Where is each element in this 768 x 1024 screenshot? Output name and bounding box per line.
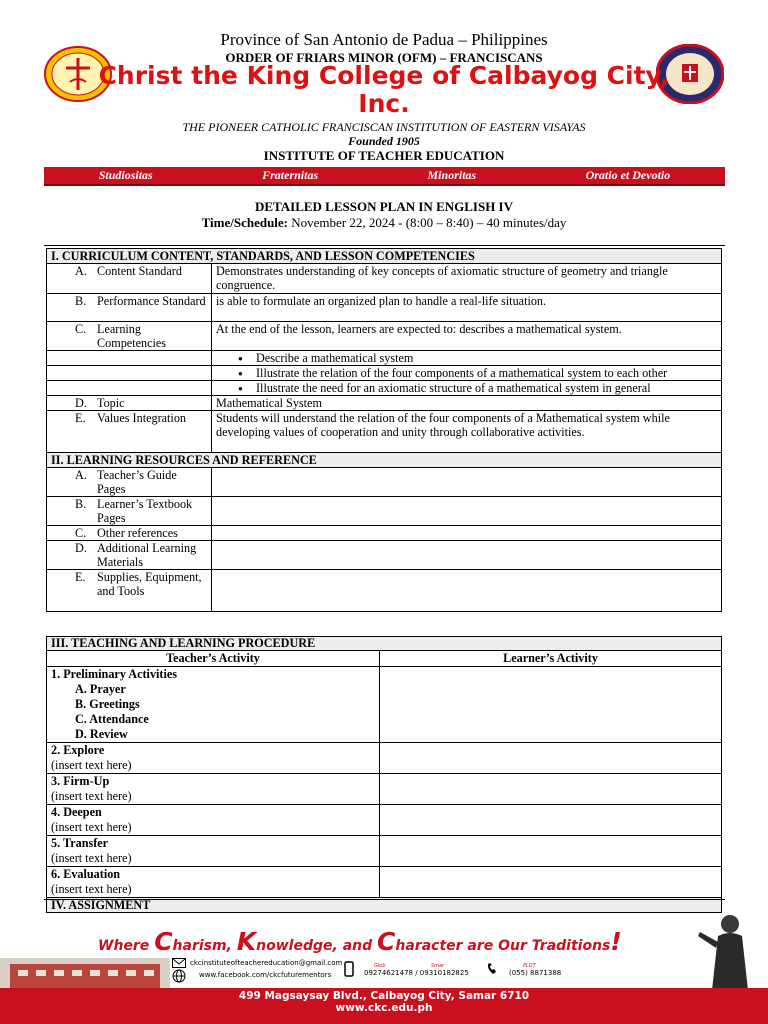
performance-standard-value: is able to formulate an organized plan to handle a real-life situation. [212,294,722,322]
resource-value [212,541,722,570]
smart-label: Smar [431,963,445,969]
college-name-line1: Christ the King College of Calbayog City, [98,61,670,90]
values-integration-value: Students will understand the relation of the four components of a Mathematical system while developing values of cooperation and unity through collaborative activities. [212,411,722,453]
learner-activity-cell [380,774,722,805]
email-text: ckcinstituteofteachereducation@gmail.com [190,959,343,967]
deepen-cell [47,805,380,836]
step-placeholder: (insert text here) [51,758,132,772]
step-title: 6. Evaluation [51,867,121,881]
content-standard-value: Demonstrates understanding of key concepts of axiomatic structure of geometry and triangle congruence. [212,264,722,294]
website-text: www.ckc.edu.ph [335,1002,433,1014]
step-placeholder: (insert text here) [51,851,132,865]
address-text: 499 Magsaysay Blvd., Calbayog City, Samar 6710 [238,990,530,1002]
building-image [0,958,170,990]
resource-value [212,497,722,526]
evaluation-cell [47,867,380,898]
prelim-prayer: A. Prayer [75,682,126,696]
prelim-attendance: C. Attendance [75,712,149,726]
landline-number: (055) 8871388 [509,969,562,977]
teacher-activity-header: Teacher’s Activity [47,651,380,667]
mobile-numbers: 09274621478 / 09310182825 [364,969,469,977]
topic-label: D. Topic [47,396,212,411]
step-placeholder: (insert text here) [51,820,132,834]
procedure-table [46,636,722,913]
resource-label: C. Other references [47,526,212,541]
values-integration-label: E. Values Integration [47,411,212,453]
section-3-title: III. TEACHING AND LEARNING PROCEDURE [47,637,722,651]
motto-bar [44,167,725,186]
content-standard-label: A. Content Standard [47,264,212,294]
institute-name: INSTITUTE OF TEACHER EDUCATION [263,148,505,163]
learner-activity-cell [380,805,722,836]
college-name [0,62,768,118]
resource-label: E. Supplies, Equipment, and Tools [47,570,212,612]
schedule-label: Time/Schedule: [201,215,289,230]
section-4-title: IV. ASSIGNMENT [47,898,722,913]
competency-bullet: ● Illustrate the need for an axiomatic structure of a mathematical system in general [212,381,722,396]
learner-activity-cell [380,667,722,743]
explore-cell [47,743,380,774]
competency-bullet: ● Illustrate the relation of the four components of a mathematical system to each other [212,366,722,381]
founded-year: Founded 1905 [348,134,420,148]
saint-statue-image [692,910,768,990]
resource-value [212,526,722,541]
step-title: 2. Explore [51,743,105,757]
section-1-title: I. CURRICULUM CONTENT, STANDARDS, AND LESSON COMPETENCIES [47,249,722,264]
preliminary-title: 1. Preliminary Activities [51,667,178,681]
resource-label: A. Teacher’s Guide Pages [47,468,212,497]
empty-cell [47,351,212,366]
empty-cell [47,366,212,381]
footer-divider [44,899,725,900]
step-title: 3. Firm-Up [51,774,110,788]
motto-fraternitas: Fraternitas [262,168,319,182]
motto-studiositas: Studiositas [98,168,153,182]
order-line: ORDER OF FRIARS MINOR (OFM) – FRANCISCANS [225,50,543,65]
transfer-cell [47,836,380,867]
globe-label: Glob [374,963,386,969]
resource-value [212,570,722,612]
curriculum-table [46,248,722,612]
schedule-line [0,215,768,231]
telephone-icon [486,962,502,978]
learner-activity-cell [380,836,722,867]
preliminary-cell [47,667,380,743]
topic-value: Mathematical System [212,396,722,411]
prelim-review: D. Review [75,727,128,741]
step-title: 4. Deepen [51,805,102,819]
performance-standard-label: B. Performance Standard [47,294,212,322]
learning-competencies-label: C. Learning Competencies [47,322,212,351]
section-2-title: II. LEARNING RESOURCES AND REFERENCE [47,453,722,468]
step-placeholder: (insert text here) [51,789,132,803]
empty-cell [47,381,212,396]
province-line: Province of San Antonio de Padua – Philippines [220,30,548,49]
plan-title: DETAILED LESSON PLAN IN ENGLISH IV [254,199,514,214]
learning-competencies-value: At the end of the lesson, learners are expected to: describes a mathematical system. [212,322,722,351]
address-block [0,990,768,1014]
resource-label: B. Learner’s Textbook Pages [47,497,212,526]
learner-activity-cell [380,743,722,774]
resource-value [212,468,722,497]
pldt-label: PLDT [523,963,536,969]
firmup-cell [47,774,380,805]
mobile-phone-icon [344,961,354,979]
step-placeholder: (insert text here) [51,882,132,896]
divider-line [44,245,725,246]
learner-activity-cell [380,867,722,898]
motto-minoritas: Minoritas [427,168,477,182]
step-title: 5. Transfer [51,836,109,850]
facebook-text: www.facebook.com/ckcfuturementors [199,971,332,979]
tagline: THE PIONEER CATHOLIC FRANCISCAN INSTITUTION OF EASTERN VISAYAS [182,120,586,134]
globe-web-icon [172,969,186,985]
college-name-line2: Inc. [358,89,410,118]
competency-bullet: ● Describe a mathematical system [212,351,722,366]
traditions-slogan: Where Charism, Knowledge, and Character are Our Traditions! [98,927,622,956]
resource-label: D. Additional Learning Materials [47,541,212,570]
motto-oratio: Oratio et Devotio [585,168,671,182]
prelim-greetings: B. Greetings [75,697,140,711]
schedule-value: November 22, 2024 - (8:00 – 8:40) – 40 minutes/day [288,215,567,230]
learner-activity-header: Learner’s Activity [380,651,722,667]
